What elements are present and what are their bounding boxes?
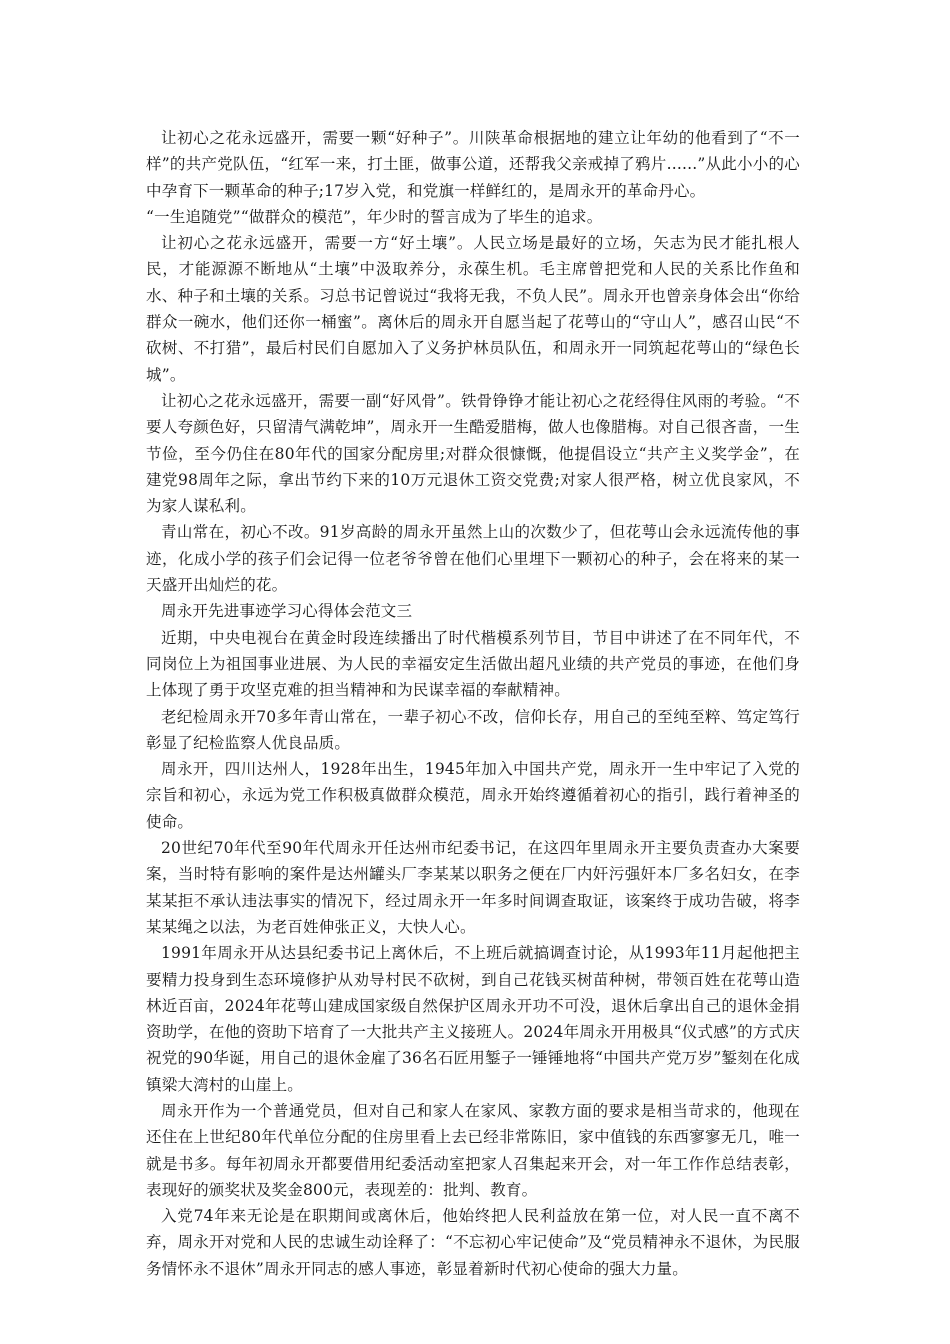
document-body	[146, 125, 800, 1282]
paragraph-green-mountain: 青山常在，初心不改。91岁高龄的周永开虽然上山的次数少了，但花萼山会永远流传他的事迹，化成小学的孩子们会记得一位老爷爷曾在他们心里埋下一颗初心的种子，会在将来的某一天盛开出灿烂的花。	[146, 523, 800, 595]
paragraph-conclusion: 入党74年来无论是在职期间或离休后，他始终把人民利益放在第一位，对人民一直不离不弃，周永开对党和人民的忠诚生动诠释了：“不忘初心牢记使命”及“党员精神永不退休，为民服务情怀永不退休”周永开同志的感人事迹，彰显着新时代初心使命的强大力量。	[146, 1207, 800, 1278]
paragraph-good-character: 让初心之花永远盛开，需要一副“好风骨”。铁骨铮铮才能让初心之花经得住风雨的考验。“不要人夸颜色好，只留清气满乾坤”，周永开一生酷爱腊梅，做人也像腊梅。对自己很吝啬，一生节俭，至今仍住在80年代的国家分配房里;对群众很慷慨，他提倡设立“共产主义奖学金”，在建党98周年之际，拿出节约下来的10万元退休工资交党费;对家人很严格，树立优良家风，不为家人谋私利。	[146, 391, 800, 516]
paragraph-biography: 周永开，四川达州人，1928年出生，1945年加入中国共产党，周永开一生中牢记了入党的宗旨和初心，永远为党工作积极真做群众模范，周永开始终遵循着初心的指引，践行着神圣的使命。	[146, 760, 800, 831]
section-heading: 周永开先进事迹学习心得体会范文三	[161, 602, 413, 621]
paragraph-old-inspector: 老纪检周永开70多年青山常在，一辈子初心不改，信仰长存，用自己的至纯至粹、笃定笃行彰显了纪检监察人优良品质。	[146, 707, 800, 752]
paragraph-cctv-program: 近期，中央电视台在黄金时段连续播出了时代楷模系列节目，节目中讲述了在不同年代，不同岗位上为祖国事业进展、为人民的幸福安定生活做出超凡业绩的共产党员的事迹，在他们身上体现了勇于攻坚克难的担当精神和为民谋幸福的奉献精神。	[146, 628, 800, 700]
paragraph-lifelong-pursuit: “一生追随党”“做群众的模范”，年少时的誓言成为了毕生的追求。	[146, 207, 603, 226]
paragraph-good-soil: 让初心之花永远盛开，需要一方“好土壤”。人民立场是最好的立场，矢志为民才能扎根人民，才能源源不断地从“土壤”中汲取养分，永葆生机。毛主席曾把党和人民的关系比作鱼和水、种子和土壤的关系。习总书记曾说过“我将无我，不负人民”。周永开也曾亲身体会出“你给群众一碗水，他们还你一桶蜜”。离休后的周永开自愿当起了花萼山的“守山人”，感召山民“不砍树、不打猎”，最后村民们自愿加入了义务护林员队伍，和周永开一同筑起花萼山的“绿色长城”。	[146, 234, 800, 384]
paragraph-case-handling: 20世纪70年代至90年代周永开任达州市纪委书记，在这四年里周永开主要负责查办大案要案，当时特有影响的案件是达州罐头厂李某某以职务之便在厂内奸污强奸本厂多名妇女，在李某某拒不承认违法事实的情况下，经过周永开一年多时间调查取证，该案终于成功告破，将李某某绳之以法，为老百姓伸张正义，大快人心。	[146, 839, 800, 936]
paragraph-family-rules: 周永开作为一个普通党员，但对自己和家人在家风、家教方面的要求是相当苛求的，他现在还住在上世纪80年代单位分配的住房里看上去已经非常陈旧，家中值钱的东西寥寥无几，唯一就是书多。每年初周永开都要借用纪委活动室把家人召集起来开会，对一年工作作总结表彰，表现好的颁奖状及奖金800元，表现差的：批判、教育。	[146, 1101, 800, 1199]
paragraph-good-seed: 让初心之花永远盛开，需要一颗“好种子”。川陕革命根据地的建立让年幼的他看到了“不一样”的共产党队伍，“红军一来，打土匪，做事公道，还帮我父亲戒掉了鸦片......”从此小小的心中孕育下一颗革命的种子;17岁入党，和党旗一样鲜红的，是周永开的革命丹心。	[146, 129, 800, 200]
paragraph-after-retirement: 1991年周永开从达县纪委书记上离休后，不上班后就搞调查讨论，从1993年11月起他把主要精力投身到生态环境修护从劝导村民不砍树，到自己花钱买树苗种树，带领百姓在花萼山造林近百亩，2024年花萼山建成国家级自然保护区周永开功不可没，退休后拿出自己的退休金捐资助学，在他的资助下培育了一大批共产主义接班人。2024年周永开用极具“仪式感”的方式庆祝党的90华诞，用自己的退休金雇了36名石匠用錾子一锤锤地将“中国共产党万岁”錾刻在化成镇梁大湾村的山崖上。	[146, 944, 800, 1094]
